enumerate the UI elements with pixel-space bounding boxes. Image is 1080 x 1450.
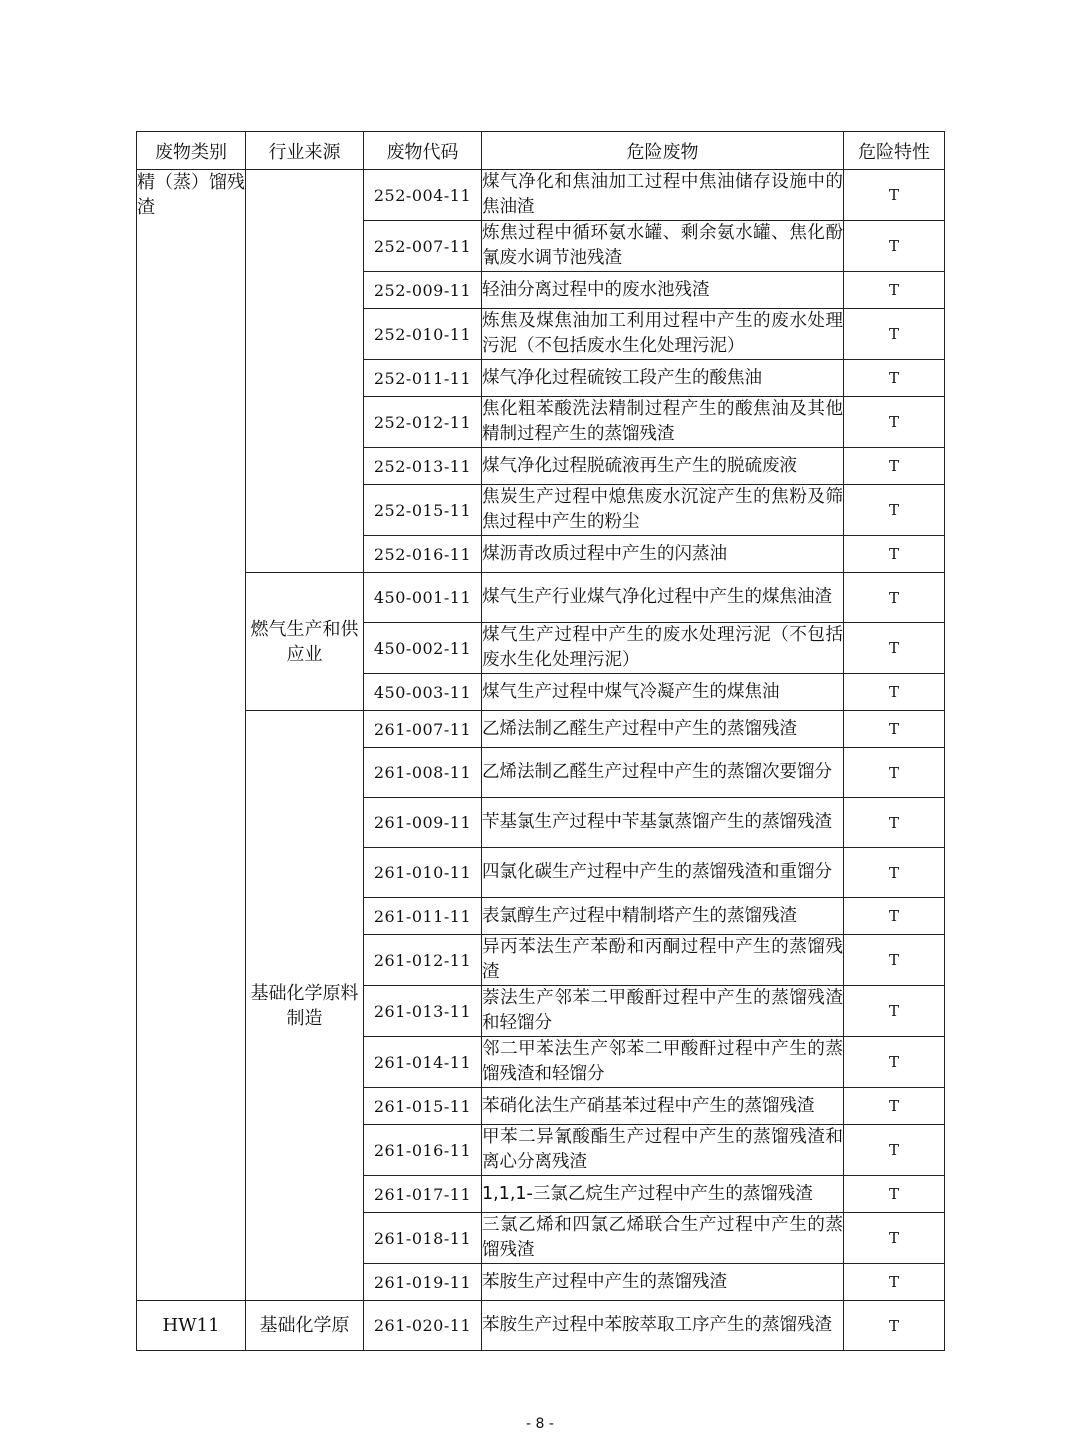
- waste-description-cell: 甲苯二异氰酸酯生产过程中产生的蒸馏残渣和离心分离残渣: [482, 1125, 844, 1176]
- waste-code-cell: 450-002-11: [364, 623, 482, 674]
- hazard-cell: T: [844, 798, 945, 848]
- waste-code-cell: 252-004-11: [364, 170, 482, 221]
- waste-description-cell: 煤气净化过程脱硫液再生产生的脱硫废液: [482, 448, 844, 485]
- hazard-cell: T: [844, 1176, 945, 1213]
- waste-code-cell: 252-010-11: [364, 309, 482, 360]
- waste-code-cell: 252-013-11: [364, 448, 482, 485]
- hazard-cell: T: [844, 272, 945, 309]
- hazard-cell: T: [844, 898, 945, 935]
- table-header-row: [137, 132, 945, 170]
- hazard-cell: T: [844, 448, 945, 485]
- waste-description-cell: 炼焦过程中循环氨水罐、剩余氨水罐、焦化酚氰废水调节池残渣: [482, 221, 844, 272]
- header-hazard: 危险特性: [844, 132, 945, 170]
- industry-cell: 基础化学原: [246, 1301, 364, 1351]
- table-row: [137, 711, 945, 748]
- hazard-cell: T: [844, 1088, 945, 1125]
- hazard-cell: T: [844, 711, 945, 748]
- industry-cell: [246, 170, 364, 573]
- waste-code-cell: 252-015-11: [364, 485, 482, 536]
- hazard-cell: T: [844, 848, 945, 898]
- header-waste: 危险废物: [482, 132, 844, 170]
- industry-cell: 基础化学原料制造: [246, 711, 364, 1301]
- waste-code-cell: 261-007-11: [364, 711, 482, 748]
- table-body: [137, 170, 945, 1351]
- hazard-cell: T: [844, 573, 945, 623]
- hazard-cell: T: [844, 536, 945, 573]
- header-category: 废物类别: [137, 132, 246, 170]
- waste-description-cell: 苄基氯生产过程中苄基氯蒸馏产生的蒸馏残渣: [482, 798, 844, 848]
- hazard-cell: T: [844, 748, 945, 798]
- hazard-cell: T: [844, 1125, 945, 1176]
- hazard-cell: T: [844, 170, 945, 221]
- waste-code-cell: 261-010-11: [364, 848, 482, 898]
- hazard-cell: T: [844, 485, 945, 536]
- waste-description-cell: 乙烯法制乙醛生产过程中产生的蒸馏次要馏分: [482, 748, 844, 798]
- header-code: 废物代码: [364, 132, 482, 170]
- waste-description-cell: 表氯醇生产过程中精制塔产生的蒸馏残渣: [482, 898, 844, 935]
- hazard-cell: T: [844, 935, 945, 986]
- waste-description-cell: 煤沥青改质过程中产生的闪蒸油: [482, 536, 844, 573]
- hazard-cell: T: [844, 1213, 945, 1264]
- waste-description-cell: 炼焦及煤焦油加工利用过程中产生的废水处理污泥（不包括废水生化处理污泥）: [482, 309, 844, 360]
- hazard-cell: T: [844, 623, 945, 674]
- waste-code-cell: 252-016-11: [364, 536, 482, 573]
- waste-code-cell: 450-001-11: [364, 573, 482, 623]
- hazard-cell: T: [844, 309, 945, 360]
- hazard-cell: T: [844, 221, 945, 272]
- waste-code-cell: 261-015-11: [364, 1088, 482, 1125]
- waste-code-cell: 450-003-11: [364, 674, 482, 711]
- waste-code-cell: 261-016-11: [364, 1125, 482, 1176]
- waste-description-cell: 乙烯法制乙醛生产过程中产生的蒸馏残渣: [482, 711, 844, 748]
- waste-description-cell: 1,1,1-三氯乙烷生产过程中产生的蒸馏残渣: [482, 1176, 844, 1213]
- waste-table: [136, 131, 945, 1351]
- hazard-cell: T: [844, 397, 945, 448]
- waste-description-cell: 焦化粗苯酸洗法精制过程产生的酸焦油及其他精制过程产生的蒸馏残渣: [482, 397, 844, 448]
- waste-code-cell: 261-018-11: [364, 1213, 482, 1264]
- waste-code-cell: 261-019-11: [364, 1264, 482, 1301]
- waste-code-cell: 261-009-11: [364, 798, 482, 848]
- waste-description-cell: 煤气生产过程中产生的废水处理污泥（不包括废水生化处理污泥）: [482, 623, 844, 674]
- hazard-cell: T: [844, 1301, 945, 1351]
- waste-description-cell: 煤气净化和焦油加工过程中焦油储存设施中的焦油渣: [482, 170, 844, 221]
- hazard-cell: T: [844, 1264, 945, 1301]
- waste-description-cell: 煤气净化过程硫铵工段产生的酸焦油: [482, 360, 844, 397]
- waste-description-cell: 四氯化碳生产过程中产生的蒸馏残渣和重馏分: [482, 848, 844, 898]
- waste-code-cell: 261-020-11: [364, 1301, 482, 1351]
- waste-code-cell: 261-011-11: [364, 898, 482, 935]
- waste-description-cell: 轻油分离过程中的废水池残渣: [482, 272, 844, 309]
- table-row: [137, 170, 945, 221]
- category-cell: 精（蒸）馏残渣: [137, 170, 246, 1301]
- waste-description-cell: 苯胺生产过程中苯胺萃取工序产生的蒸馏残渣: [482, 1301, 844, 1351]
- table-row: [137, 573, 945, 623]
- hazard-cell: T: [844, 1037, 945, 1088]
- waste-description-cell: 三氯乙烯和四氯乙烯联合生产过程中产生的蒸馏残渣: [482, 1213, 844, 1264]
- hazard-cell: T: [844, 986, 945, 1037]
- waste-description-cell: 邻二甲苯法生产邻苯二甲酸酐过程中产生的蒸馏残渣和轻馏分: [482, 1037, 844, 1088]
- waste-description-cell: 煤气生产过程中煤气冷凝产生的煤焦油: [482, 674, 844, 711]
- header-industry: 行业来源: [246, 132, 364, 170]
- hazard-cell: T: [844, 360, 945, 397]
- waste-description-cell: 异丙苯法生产苯酚和丙酮过程中产生的蒸馏残渣: [482, 935, 844, 986]
- waste-description-cell: 苯硝化法生产硝基苯过程中产生的蒸馏残渣: [482, 1088, 844, 1125]
- waste-description-cell: 焦炭生产过程中熄焦废水沉淀产生的焦粉及筛焦过程中产生的粉尘: [482, 485, 844, 536]
- waste-description-cell: 萘法生产邻苯二甲酸酐过程中产生的蒸馏残渣和轻馏分: [482, 986, 844, 1037]
- waste-description-cell: 苯胺生产过程中产生的蒸馏残渣: [482, 1264, 844, 1301]
- waste-code-cell: 261-017-11: [364, 1176, 482, 1213]
- waste-code-cell: 252-009-11: [364, 272, 482, 309]
- waste-code-cell: 261-014-11: [364, 1037, 482, 1088]
- waste-description-cell: 煤气生产行业煤气净化过程中产生的煤焦油渣: [482, 573, 844, 623]
- page-number: - 8 -: [526, 1416, 554, 1432]
- industry-cell: 燃气生产和供应业: [246, 573, 364, 711]
- waste-code-cell: 252-007-11: [364, 221, 482, 272]
- waste-code-cell: 252-012-11: [364, 397, 482, 448]
- waste-code-cell: 261-012-11: [364, 935, 482, 986]
- hazard-cell: T: [844, 674, 945, 711]
- table-row: [137, 1301, 945, 1351]
- waste-code-cell: 261-008-11: [364, 748, 482, 798]
- waste-code-cell: 261-013-11: [364, 986, 482, 1037]
- waste-code-cell: 252-011-11: [364, 360, 482, 397]
- category-cell: HW11: [137, 1301, 246, 1351]
